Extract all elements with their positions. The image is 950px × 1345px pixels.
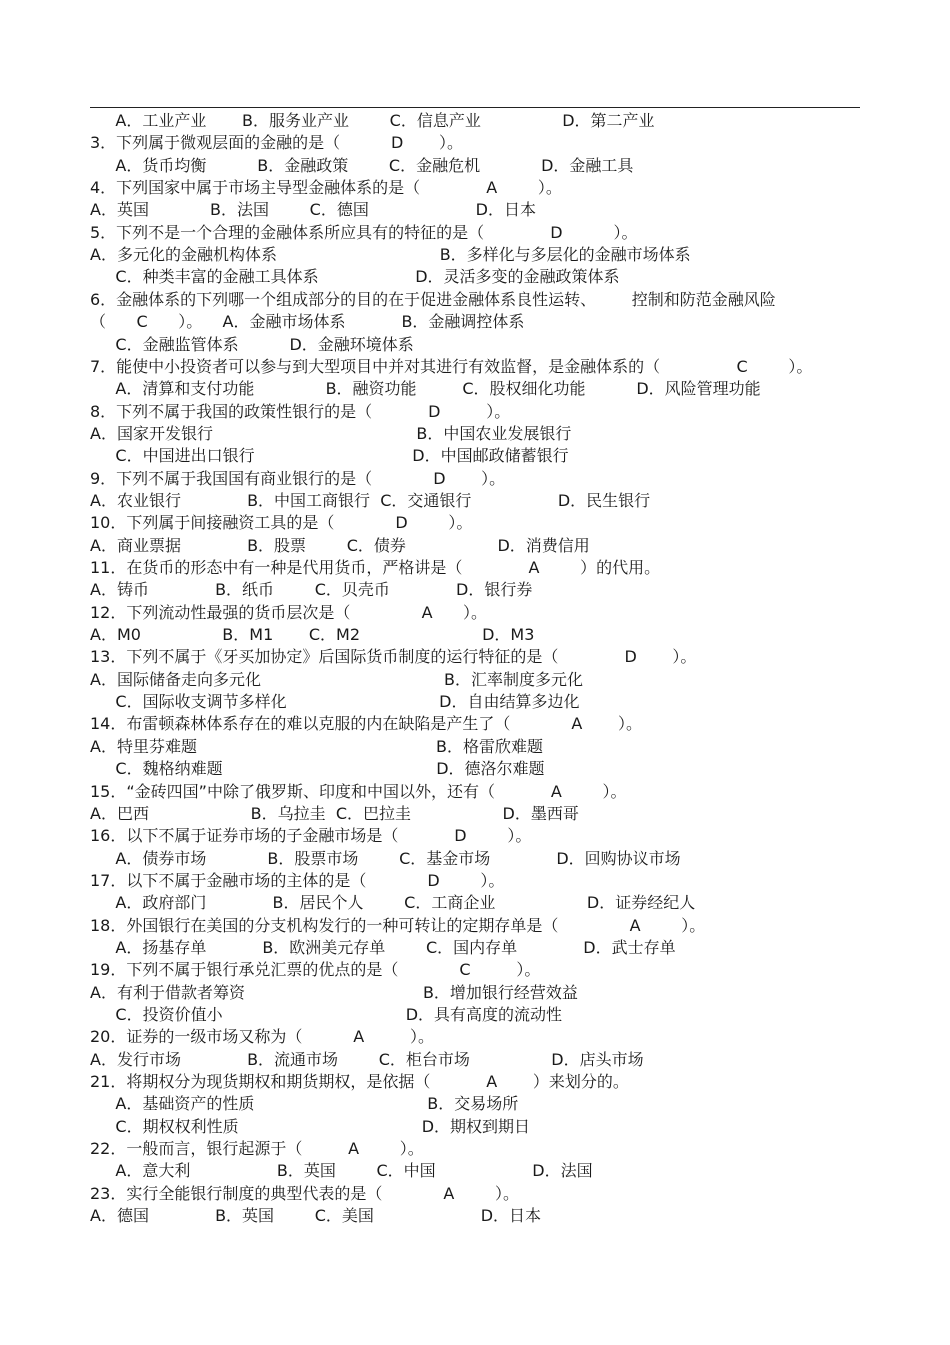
text-line: A．清算和支付功能 B．融资功能 C．股权细化功能 D．风险管理功能 <box>90 379 761 399</box>
text-line: 4．下列国家中属于市场主导型金融体系的是（ A ）。 <box>90 178 562 198</box>
text-line: C．种类丰富的金融工具体系 D．灵活多变的金融政策体系 <box>90 267 620 287</box>
text-line: A．意大利 B．英国 C．中国 D．法国 <box>90 1161 593 1181</box>
text-line: A．基础资产的性质 B．交易场所 <box>90 1094 519 1114</box>
text-line: 3．下列属于微观层面的金融的是（ D ）。 <box>90 133 463 153</box>
text-line: 18．外国银行在美国的分支机构发行的一种可转让的定期存单是（ A ）。 <box>90 915 706 935</box>
text-line: 16．以下不属于证券市场的子金融市场是（ D ）。 <box>90 826 532 846</box>
text-line: A．德国 B．英国 C．美国 D．日本 <box>90 1206 542 1226</box>
text-line: 23．实行全能银行制度的典型代表的是（ A ）。 <box>90 1183 520 1203</box>
text-line: A．政府部门 B．居民个人 C．工商企业 D．证券经纪人 <box>90 893 696 913</box>
text-line: 14．布雷顿森林体系存在的难以克服的内在缺陷是产生了（ A ）。 <box>90 714 642 734</box>
text-line: A．国家开发银行 B．中国农业发展银行 <box>90 423 572 443</box>
text-line: 13．下列不属于《牙买加协定》后国际货币制度的运行特征的是（ D ）。 <box>90 647 697 667</box>
text-line: C．国际收支调节多样化 D．自由结算多边化 <box>90 692 580 712</box>
text-line: C．魏格纳难题 D．德洛尔难题 <box>90 759 545 779</box>
text-line: 21．将期权分为现货期权和期货期权，是依据（ A ）来划分的。 <box>90 1072 629 1092</box>
text-line: A．商业票据 B．股票 C．债券 D．消费信用 <box>90 535 590 555</box>
text-line: 5．下列不是一个合理的金融体系所应具有的特征的是（ D ）。 <box>90 222 638 242</box>
text-line: 7．能使中小投资者可以参与到大型项目中并对其进行有效监督，是金融体系的（ C ）。 <box>90 356 813 376</box>
text-line: 12．下列流动性最强的货币层次是（ A ）。 <box>90 602 488 622</box>
text-line: 9．下列不属于我国国有商业银行的是（ D ）。 <box>90 468 506 488</box>
text-line: C．投资价值小 D．具有高度的流动性 <box>90 1005 563 1024</box>
text-line: A．农业银行 B．中国工商银行 C．交通银行 D．民生银行 <box>90 490 651 510</box>
text-line: A．M0 B．M1 C．M2 D．M3 <box>90 625 535 645</box>
text-line: A．工业产业 B．服务业产业 C．信息产业 D．第二产业 <box>90 111 655 130</box>
text-line: A．扬基存单 B．欧洲美元存单 C．国内存单 D．武士存单 <box>90 937 676 957</box>
header-rule <box>90 107 860 108</box>
text-line: A．多元化的金融机构体系 B．多样化与多层化的金融市场体系 <box>90 245 691 265</box>
text-line: C．中国进出口银行 D．中国邮政储蓄银行 <box>90 446 569 466</box>
text-line: （ C ）。 A．金融市场体系 B．金融调控体系 <box>90 312 525 332</box>
text-line: A．铸币 B．纸币 C．贝壳币 D．银行券 <box>90 580 533 600</box>
text-line: C．金融监管体系 D．金融环境体系 <box>90 334 414 354</box>
text-line: A．债券市场 B．股票市场 C．基金市场 D．回购协议市场 <box>90 848 681 868</box>
text-line: A．货币均衡 B．金融政策 C．金融危机 D．金融工具 <box>90 155 634 175</box>
text-line: A．有利于借款者筹资 B．增加银行经营效益 <box>90 982 578 1002</box>
text-line: 8．下列不属于我国的政策性银行的是（ D ）。 <box>90 401 511 421</box>
text-line: A．巴西 B．乌拉圭 C．巴拉圭 D．墨西哥 <box>90 803 579 823</box>
text-line: 11．在货币的形态中有一种是代用货币，严格讲是（ A ）的代用。 <box>90 558 661 577</box>
text-line: C．期权权利性质 D．期权到期日 <box>90 1116 531 1136</box>
text-line: 15．“金砖四国”中除了俄罗斯、印度和中国以外，还有（ A ）。 <box>90 781 627 801</box>
text-line: 22．一般而言，银行起源于（ A ）。 <box>90 1139 424 1159</box>
text-line: A．国际储备走向多元化 B．汇率制度多元化 <box>90 669 584 689</box>
text-line: 10．下列属于间接融资工具的是（ D ）。 <box>90 513 473 533</box>
text-line: 20．证券的一级市场又称为（ A ）。 <box>90 1027 434 1047</box>
text-line: 17．以下不属于金融市场的主体的是（ D ）。 <box>90 870 505 890</box>
text-line: A．特里芬难题 B．格雷欣难题 <box>90 736 543 756</box>
text-line: 19．下列不属于银行承兑汇票的优点的是（ C ）。 <box>90 960 541 980</box>
text-line: A．英国 B．法国 C．德国 D．日本 <box>90 200 536 220</box>
text-line: 6．金融体系的下列哪一个组成部分的目的在于促进金融体系良性运转、 控制和防范金融风险 <box>90 289 776 309</box>
text-line: A．发行市场 B．流通市场 C．柜台市场 D．店头市场 <box>90 1049 644 1069</box>
